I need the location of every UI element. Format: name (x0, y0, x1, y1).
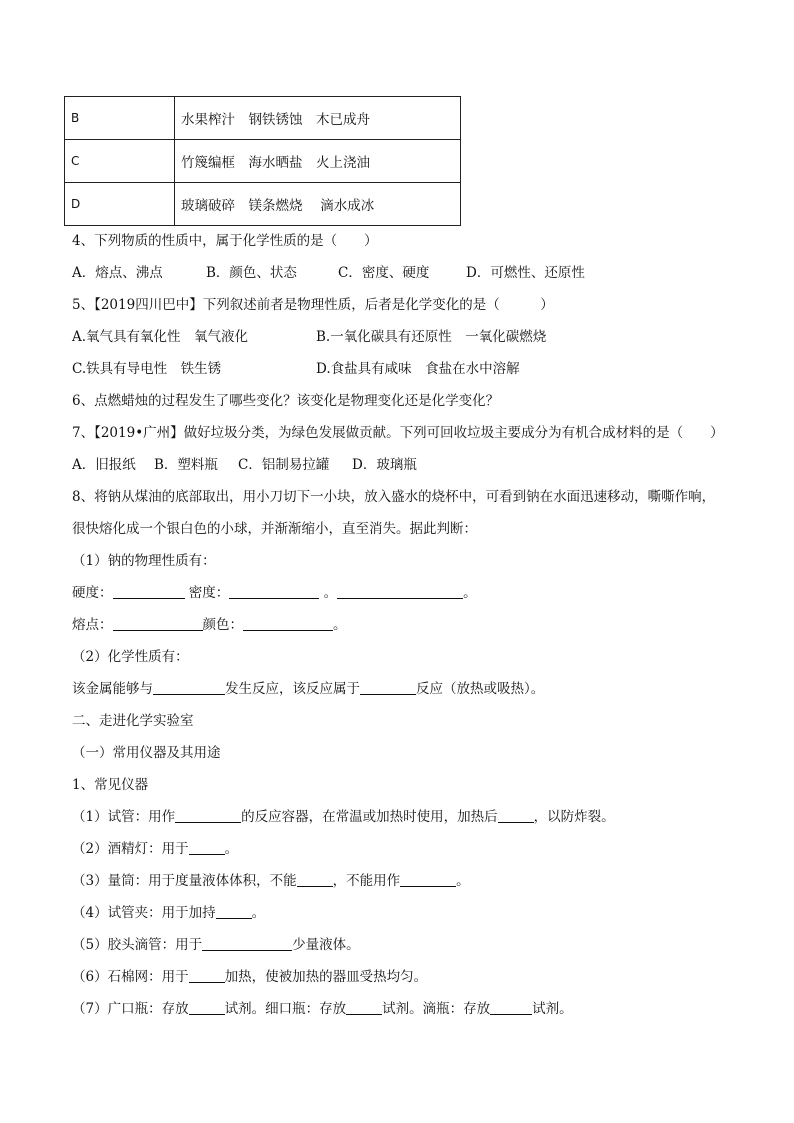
q8-physical-title: （1）钠的物理性质有： (72, 553, 216, 569)
chem-text-c: 反应（放热或吸热）。 (416, 681, 545, 697)
instrument-tube-holder (72, 904, 265, 922)
text: （2）酒精灯：用于 (72, 841, 189, 857)
density-blank[interactable] (229, 584, 319, 599)
instrument-measuring-cylinder (72, 872, 470, 890)
blank[interactable] (202, 936, 292, 951)
hardness-label: 硬度： (72, 585, 113, 601)
q8-chemical-title: （2）化学性质有： (72, 649, 189, 665)
q4-option-b: B．颜色、状态 (206, 265, 297, 281)
instrument-asbestos-net (72, 968, 427, 986)
reactant-blank[interactable] (153, 680, 225, 695)
table-row (65, 97, 461, 140)
period-mark: 。 (323, 585, 338, 601)
instrument-alcohol-lamp (72, 840, 238, 858)
q8-stem-line2: 很快熔化成一个银白色的小球，并渐渐缩小，直至消失。据此判断： (72, 521, 477, 537)
text: ，不能用作 (332, 873, 401, 889)
row-key: D (65, 183, 175, 226)
chem-text-b: 发生反应，该反应属于 (225, 681, 360, 697)
melting-label: 熔点： (72, 617, 113, 633)
period-mark: 。 (463, 585, 477, 601)
q6-stem: 6、点燃蜡烛的过程发生了哪些变化？该变化是物理变化还是化学变化？ (72, 393, 500, 409)
q4-options (72, 264, 585, 282)
q7-option-c: C．铝制易拉罐 (238, 457, 330, 473)
melting-blank[interactable] (113, 616, 203, 631)
blank[interactable] (346, 1000, 382, 1015)
row-text: 竹篾编框 海水晒盐 火上浇油 (175, 140, 461, 183)
blank[interactable] (189, 1000, 225, 1015)
blank[interactable] (498, 808, 534, 823)
text: （1）试管：用作 (72, 809, 176, 825)
instrument-dropper (72, 936, 360, 954)
q5-options-ab (72, 328, 546, 346)
text: （7）广口瓶：存放 (72, 1001, 189, 1017)
blank[interactable] (175, 808, 241, 823)
hardness-blank[interactable] (113, 584, 185, 599)
blank[interactable] (490, 1000, 532, 1015)
q8-melting-line (72, 616, 347, 634)
subsection-title: （一）常用仪器及其用途 (72, 745, 221, 761)
section-title: 二、走进化学实验室 (72, 713, 194, 729)
q4-stem: 4、下列物质的性质中，属于化学性质的是（ ） (72, 233, 378, 249)
text: 试剂。 (532, 1001, 573, 1017)
text: （5）胶头滴管：用于 (72, 937, 203, 953)
text: 少量液体。 (292, 937, 360, 953)
color-blank[interactable] (243, 616, 333, 631)
blank[interactable] (216, 904, 252, 919)
row-text: 水果榨汁 钢铁锈蚀 木已成舟 (175, 97, 461, 140)
q4-option-d: D．可燃性、还原性 (466, 265, 585, 281)
row-key: C (65, 140, 175, 183)
q5-options-cd (72, 360, 520, 378)
color-label: 颜色： (202, 617, 243, 633)
q5-stem: 5、【2019四川巴中】下列叙述前者是物理性质，后者是化学变化的是（ ） (72, 297, 554, 313)
blank[interactable] (400, 872, 456, 887)
instrument-test-tube (72, 808, 615, 826)
q7-option-a: A．旧报纸 (72, 457, 136, 473)
q7-stem: 7、【2019•广州】做好垃圾分类，为绿色发展做贡献。下列可回收垃圾主要成分为有机合成材料的是（ ） (72, 425, 724, 441)
q4-option-c: C．密度、硬度 (338, 265, 430, 281)
options-table (64, 96, 461, 226)
subsection-item: 1、常见仪器 (72, 777, 149, 793)
text: （6）石棉网：用于 (72, 969, 189, 985)
density-label: 密度： (188, 585, 230, 601)
q4-option-a: A．熔点、沸点 (72, 265, 163, 281)
row-key: B (65, 97, 175, 140)
q8-stem-line1: 8、将钠从煤油的底部取出，用小刀切下一小块，放入盛水的烧杯中，可看到钠在水面迅速移动，嘶嘶作响， (72, 489, 716, 505)
q7-option-d: D．玻璃瓶 (352, 457, 417, 473)
text: 加热，使被加热的器皿受热均匀。 (224, 969, 428, 985)
chem-text-a: 该金属能够与 (72, 681, 153, 697)
q8-hardness-line (72, 584, 477, 602)
q7-option-b: B．塑料瓶 (154, 457, 218, 473)
row-text: 玻璃破碎 镁条燃烧 滴水成冰 (175, 183, 461, 226)
q5-option-b: B.一氧化碳具有还原性 一氧化碳燃烧 (316, 329, 547, 345)
table-row (65, 183, 461, 226)
q8-chemical-line (72, 680, 544, 698)
table-row (65, 140, 461, 183)
q5-option-a: A.氧气具有氧化性 氧气液化 (72, 329, 249, 345)
text: 。 (251, 905, 266, 921)
extra-blank[interactable] (337, 584, 463, 599)
text: 试剂。细口瓶：存放 (224, 1001, 347, 1017)
text: 试剂。滴瓶：存放 (382, 1001, 491, 1017)
text: （3）量筒：用于度量液体体积，不能 (72, 873, 297, 889)
q5-option-c: C.铁具有导电性 铁生锈 (72, 361, 222, 377)
text: 的反应容器，在常温或加热时使用，加热后 (241, 809, 498, 825)
q7-options (72, 456, 417, 474)
text: 。 (456, 873, 470, 889)
text: （4）试管夹：用于加持 (72, 905, 216, 921)
instrument-bottles (72, 1000, 573, 1018)
blank[interactable] (189, 840, 225, 855)
text: 。 (224, 841, 239, 857)
period-mark: 。 (333, 617, 347, 633)
blank[interactable] (189, 968, 225, 983)
reaction-type-blank[interactable] (360, 680, 416, 695)
blank[interactable] (297, 872, 333, 887)
text: ，以防炸裂。 (533, 809, 615, 825)
q5-option-d: D.食盐具有咸味 食盐在水中溶解 (316, 361, 520, 377)
